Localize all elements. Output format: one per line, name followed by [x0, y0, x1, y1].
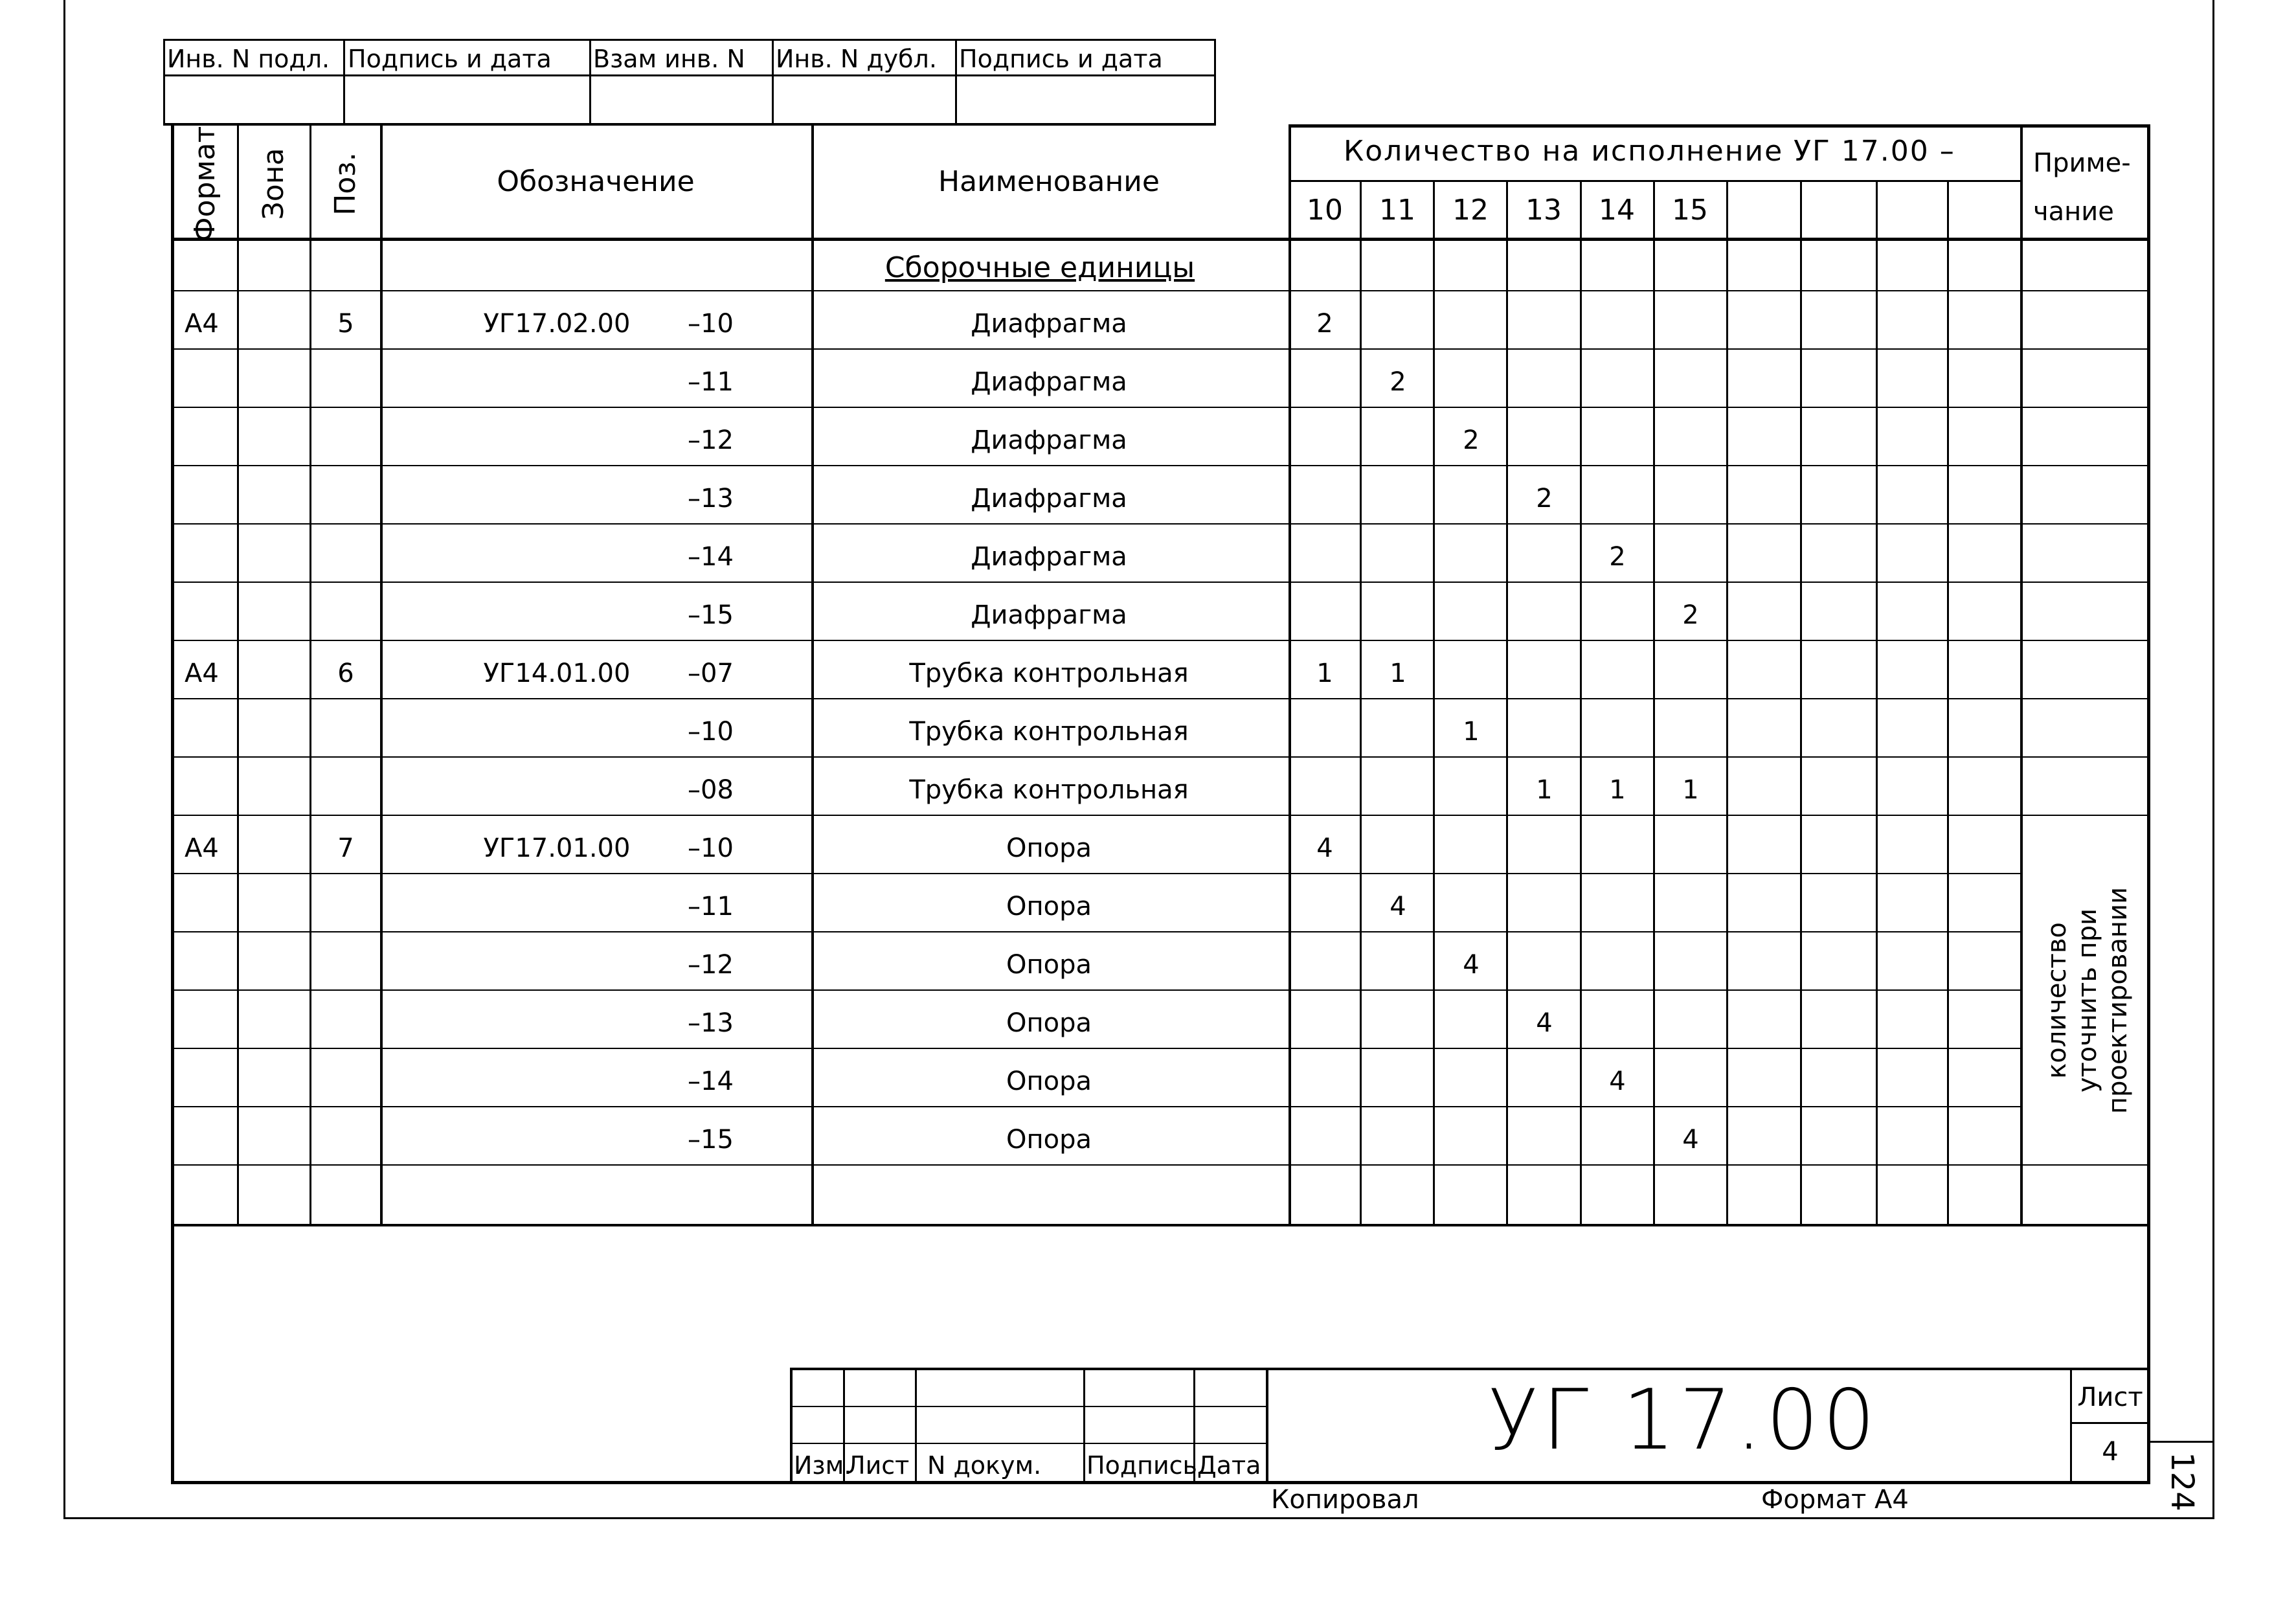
row-qty-12: 2: [1463, 425, 1480, 455]
header-qty-col-14: 14: [1599, 194, 1635, 227]
row-suffix: –10: [688, 833, 734, 863]
header-note-top: Приме-: [2033, 148, 2131, 178]
row-suffix: –15: [688, 1125, 734, 1155]
row-qty-14: 2: [1609, 542, 1626, 572]
frame-bottom-edge: [63, 1517, 2214, 1519]
sheet-label: Лист: [2077, 1383, 2143, 1412]
row-qty-13: 2: [1536, 484, 1553, 514]
footer-format: Формат А4: [1761, 1485, 1909, 1515]
row-suffix: –10: [688, 309, 734, 339]
row-qty-14: 4: [1609, 1067, 1626, 1096]
header-designation: Обозначение: [497, 165, 695, 198]
stamp-inv-dup-label: Инв. N дубл.: [776, 45, 937, 73]
row-name: Опора: [1006, 950, 1092, 980]
note-line-1: количество: [2042, 922, 2072, 1079]
row-format: А4: [185, 309, 219, 339]
row-name: Диафрагма: [971, 542, 1127, 572]
header-name: Наименование: [938, 165, 1160, 198]
row-qty-11: 1: [1390, 659, 1406, 688]
row-format: А4: [185, 833, 219, 863]
header-zone: Зона: [257, 148, 290, 220]
row-code: УГ17.02.00: [483, 309, 631, 339]
stamp-sign-date-label: Подпись и дата: [348, 45, 552, 73]
row-suffix: –14: [688, 542, 734, 572]
page-number: 124: [2164, 1452, 2200, 1511]
row-qty-12: 4: [1463, 950, 1480, 980]
row-qty-15: 2: [1682, 600, 1699, 630]
header-qty-col-12: 12: [1452, 194, 1489, 227]
header-pos: Поз.: [329, 152, 362, 216]
stamp-inv-orig-label: Инв. N подл.: [167, 45, 330, 73]
row-suffix: –12: [688, 425, 734, 455]
row-qty-11: 4: [1390, 892, 1406, 921]
row-qty-13: 1: [1536, 775, 1553, 805]
note-line-3: проектировании: [2103, 887, 2133, 1114]
section-title: Сборочные единицы: [884, 251, 1195, 284]
row-suffix: –13: [688, 484, 734, 514]
row-pos: 6: [337, 659, 354, 688]
row-name: Опора: [1006, 892, 1092, 921]
header-qty-col-10: 10: [1307, 194, 1343, 227]
row-suffix: –11: [688, 367, 734, 397]
title-label-doc-number: N докум.: [927, 1451, 1042, 1480]
row-format: А4: [185, 659, 219, 688]
stamp-sign-date-2-label: Подпись и дата: [959, 45, 1163, 73]
row-suffix: –07: [688, 659, 734, 688]
row-qty-10: 1: [1316, 659, 1333, 688]
row-suffix: –10: [688, 717, 734, 747]
row-name: Трубка контрольная: [909, 717, 1189, 747]
header-format: Формат: [188, 126, 221, 242]
row-suffix: –11: [688, 892, 734, 921]
row-name: Диафрагма: [971, 425, 1127, 455]
row-qty-13: 4: [1536, 1008, 1553, 1038]
row-code: УГ14.01.00: [483, 659, 631, 688]
row-qty-10: 4: [1316, 833, 1333, 863]
row-qty-12: 1: [1463, 717, 1480, 747]
row-qty-15: 4: [1682, 1125, 1699, 1155]
document-code: УГ 17.00: [1487, 1372, 1880, 1469]
title-label-signature: Подпись: [1086, 1451, 1197, 1480]
row-pos: 5: [337, 309, 354, 339]
row-suffix: –15: [688, 600, 734, 630]
row-suffix: –14: [688, 1067, 734, 1096]
row-name: Опора: [1006, 1125, 1092, 1155]
row-qty-10: 2: [1316, 309, 1333, 339]
row-name: Опора: [1006, 1008, 1092, 1038]
header-qty-col-15: 15: [1672, 194, 1708, 227]
row-name: Диафрагма: [971, 367, 1127, 397]
row-suffix: –13: [688, 1008, 734, 1038]
row-name: Диафрагма: [971, 600, 1127, 630]
row-name: Опора: [1006, 1067, 1092, 1096]
row-qty-15: 1: [1682, 775, 1699, 805]
title-label-change: Изм.: [794, 1451, 852, 1480]
row-name: Диафрагма: [971, 484, 1127, 514]
row-pos: 7: [337, 833, 354, 863]
row-code: УГ17.01.00: [483, 833, 631, 863]
row-name: Диафрагма: [971, 309, 1127, 339]
header-note-bottom: чание: [2033, 197, 2114, 227]
header-quantity-title: Количество на исполнение УГ 17.00 –: [1344, 135, 1955, 168]
header-qty-col-11: 11: [1379, 194, 1415, 227]
footer-copied: Копировал: [1271, 1485, 1419, 1515]
row-qty-14: 1: [1609, 775, 1626, 805]
row-name: Трубка контрольная: [909, 775, 1189, 805]
note-line-2: уточнить при: [2073, 908, 2102, 1093]
frame-right-edge: [2212, 0, 2214, 1519]
row-suffix: –12: [688, 950, 734, 980]
title-label-date: Дата: [1197, 1451, 1261, 1480]
row-name: Трубка контрольная: [909, 659, 1189, 688]
stamp-replace-inv-label: Взам инв. N: [593, 45, 745, 73]
row-qty-11: 2: [1390, 367, 1406, 397]
row-suffix: –08: [688, 775, 734, 805]
title-label-sheet: Лист: [847, 1451, 910, 1480]
sheet-number: 4: [2102, 1437, 2119, 1467]
header-qty-col-13: 13: [1525, 194, 1562, 227]
frame-left-edge: [63, 0, 65, 1519]
row-name: Опора: [1006, 833, 1092, 863]
